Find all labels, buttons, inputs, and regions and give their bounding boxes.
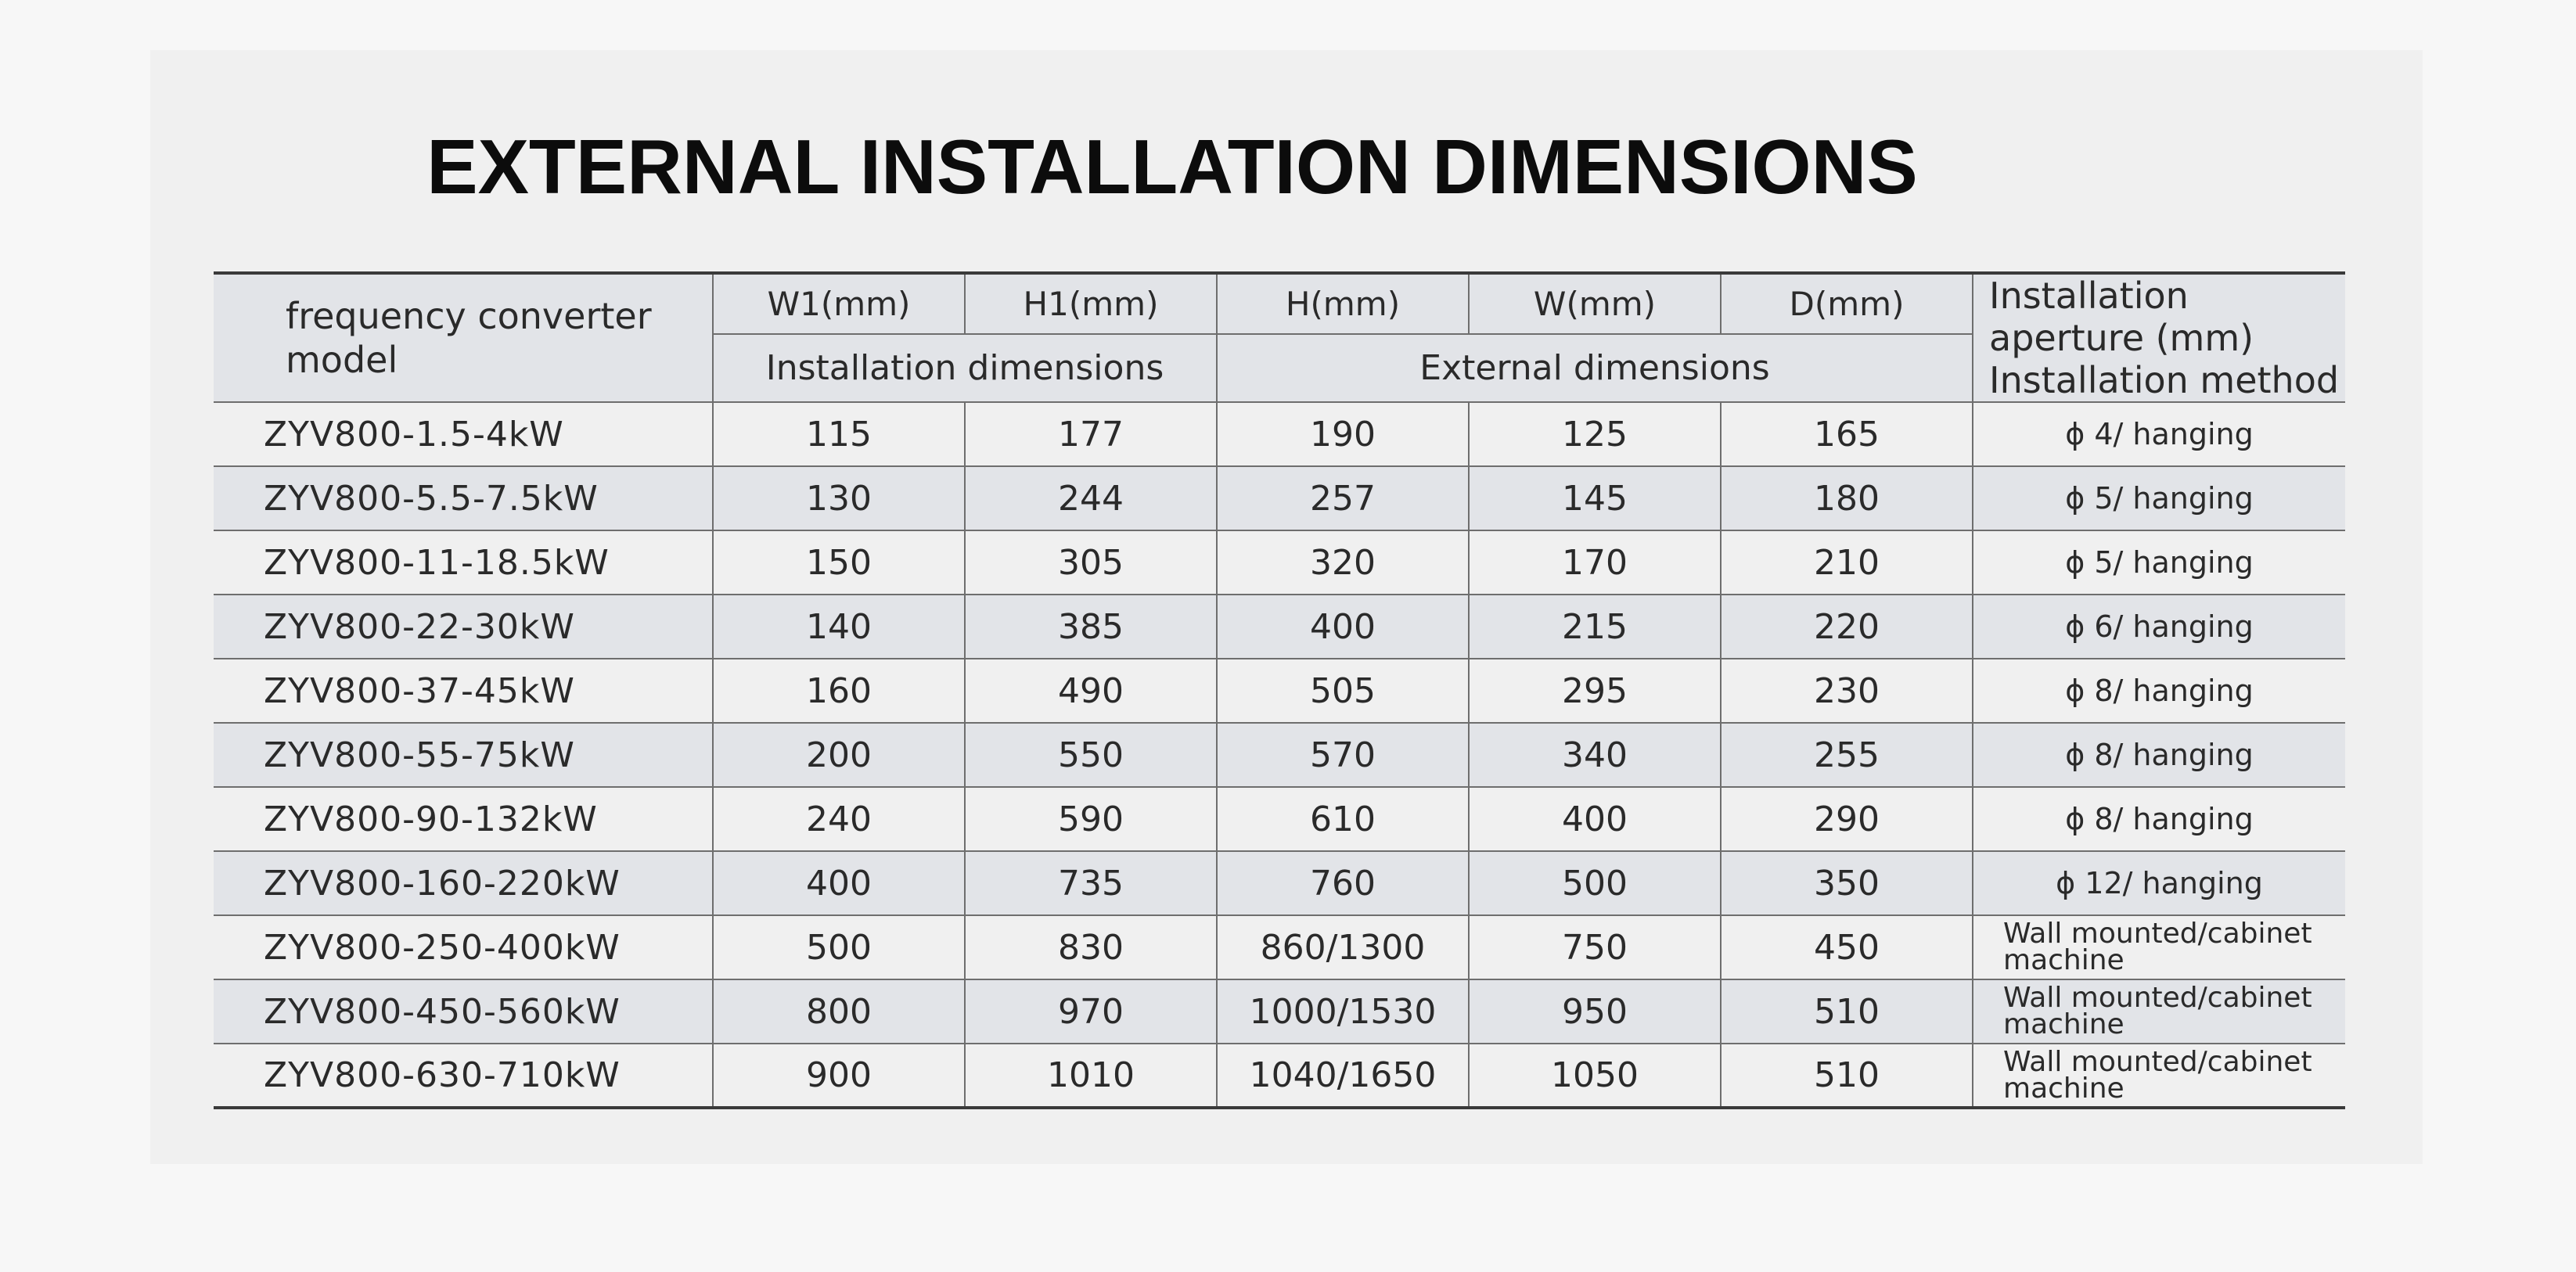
cell-w1: 115 [713, 402, 965, 466]
cell-d: 210 [1721, 530, 1973, 595]
cell-w: 125 [1469, 402, 1721, 466]
cell-h: 505 [1217, 659, 1469, 723]
header-d: D(mm) [1721, 273, 1973, 334]
cell-method: Wall mounted/cabinet machine [1973, 979, 2345, 1044]
cell-method: ϕ 5/ hanging [1973, 466, 2345, 530]
table-row [214, 1044, 2345, 1108]
cell-h: 257 [1217, 466, 1469, 530]
header-h1: H1(mm) [965, 273, 1217, 334]
cell-d: 230 [1721, 659, 1973, 723]
cell-h1: 177 [965, 402, 1217, 466]
cell-d: 290 [1721, 787, 1973, 851]
cell-w: 750 [1469, 915, 1721, 979]
cell-w: 500 [1469, 851, 1721, 915]
cell-w: 295 [1469, 659, 1721, 723]
cell-h: 1000/1530 [1217, 979, 1469, 1044]
table-header-row [214, 273, 2345, 334]
cell-h: 400 [1217, 595, 1469, 659]
cell-h1: 970 [965, 979, 1217, 1044]
cell-model: ZYV800-450-560kW [214, 979, 713, 1044]
cell-model: ZYV800-22-30kW [214, 595, 713, 659]
cell-h: 570 [1217, 723, 1469, 787]
cell-h1: 590 [965, 787, 1217, 851]
cell-d: 510 [1721, 979, 1973, 1044]
cell-method: ϕ 8/ hanging [1973, 723, 2345, 787]
cell-h: 760 [1217, 851, 1469, 915]
cell-method: ϕ 8/ hanging [1973, 787, 2345, 851]
cell-w: 950 [1469, 979, 1721, 1044]
table-row [214, 595, 2345, 659]
cell-w1: 500 [713, 915, 965, 979]
cell-h1: 385 [965, 595, 1217, 659]
cell-d: 165 [1721, 402, 1973, 466]
cell-w: 340 [1469, 723, 1721, 787]
header-group-installation: Installation dimensions [713, 334, 1217, 402]
cell-w: 400 [1469, 787, 1721, 851]
header-model: frequency converter model [214, 273, 713, 402]
cell-w: 145 [1469, 466, 1721, 530]
table-row [214, 466, 2345, 530]
cell-model: ZYV800-5.5-7.5kW [214, 466, 713, 530]
cell-w1: 140 [713, 595, 965, 659]
header-method: Installation aperture (mm) Installation method [1973, 273, 2345, 402]
cell-w1: 150 [713, 530, 965, 595]
cell-model: ZYV800-90-132kW [214, 787, 713, 851]
cell-d: 350 [1721, 851, 1973, 915]
dimensions-table [214, 271, 2345, 1109]
cell-model: ZYV800-37-45kW [214, 659, 713, 723]
cell-model: ZYV800-1.5-4kW [214, 402, 713, 466]
cell-h1: 830 [965, 915, 1217, 979]
cell-d: 220 [1721, 595, 1973, 659]
cell-h1: 244 [965, 466, 1217, 530]
table-row [214, 851, 2345, 915]
cell-h: 860/1300 [1217, 915, 1469, 979]
header-group-external: External dimensions [1217, 334, 1973, 402]
header-h: H(mm) [1217, 273, 1469, 334]
table-row [214, 723, 2345, 787]
cell-w: 1050 [1469, 1044, 1721, 1108]
cell-d: 255 [1721, 723, 1973, 787]
cell-w: 215 [1469, 595, 1721, 659]
cell-w1: 800 [713, 979, 965, 1044]
cell-method: ϕ 4/ hanging [1973, 402, 2345, 466]
cell-h1: 550 [965, 723, 1217, 787]
cell-w1: 900 [713, 1044, 965, 1108]
cell-model: ZYV800-630-710kW [214, 1044, 713, 1108]
cell-model: ZYV800-250-400kW [214, 915, 713, 979]
cell-w: 170 [1469, 530, 1721, 595]
cell-w1: 200 [713, 723, 965, 787]
cell-h1: 735 [965, 851, 1217, 915]
cell-d: 180 [1721, 466, 1973, 530]
table-row [214, 915, 2345, 979]
table-row [214, 787, 2345, 851]
cell-w1: 240 [713, 787, 965, 851]
table-row [214, 530, 2345, 595]
cell-method: ϕ 12/ hanging [1973, 851, 2345, 915]
cell-h: 610 [1217, 787, 1469, 851]
cell-h1: 490 [965, 659, 1217, 723]
cell-w1: 160 [713, 659, 965, 723]
cell-method: ϕ 6/ hanging [1973, 595, 2345, 659]
header-w1: W1(mm) [713, 273, 965, 334]
cell-h1: 1010 [965, 1044, 1217, 1108]
cell-w1: 400 [713, 851, 965, 915]
page-title: EXTERNAL INSTALLATION DIMENSIONS [426, 124, 1918, 210]
cell-method: Wall mounted/cabinet machine [1973, 1044, 2345, 1108]
cell-method: Wall mounted/cabinet machine [1973, 915, 2345, 979]
header-w: W(mm) [1469, 273, 1721, 334]
table-row [214, 979, 2345, 1044]
cell-model: ZYV800-11-18.5kW [214, 530, 713, 595]
cell-model: ZYV800-55-75kW [214, 723, 713, 787]
cell-h: 1040/1650 [1217, 1044, 1469, 1108]
cell-d: 450 [1721, 915, 1973, 979]
cell-method: ϕ 8/ hanging [1973, 659, 2345, 723]
cell-w1: 130 [713, 466, 965, 530]
cell-method: ϕ 5/ hanging [1973, 530, 2345, 595]
table-row [214, 659, 2345, 723]
cell-h1: 305 [965, 530, 1217, 595]
cell-h: 190 [1217, 402, 1469, 466]
cell-d: 510 [1721, 1044, 1973, 1108]
table-row [214, 402, 2345, 466]
cell-h: 320 [1217, 530, 1469, 595]
cell-model: ZYV800-160-220kW [214, 851, 713, 915]
